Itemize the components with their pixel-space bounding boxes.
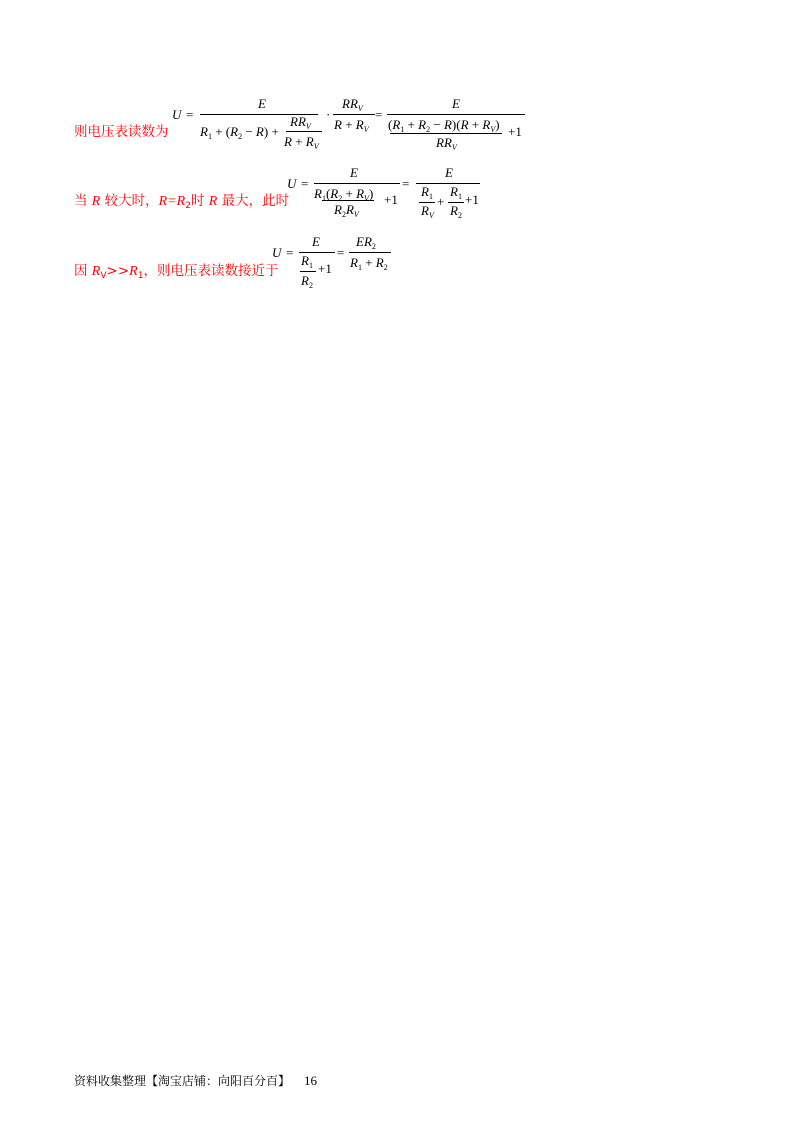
line1-text: 则电压表读数为 [74, 124, 169, 140]
line2-r: R [91, 194, 101, 209]
line3-gt: >> [106, 263, 130, 279]
line2-eq: = [167, 194, 177, 209]
line2-r3: R [176, 194, 186, 209]
line2-pre: 当 [74, 193, 92, 209]
line3-r2: R [129, 264, 138, 279]
line3-sub2: 1 [137, 271, 144, 281]
line3-tail: ，则电压表读数接近于 [143, 263, 279, 279]
page-footer [74, 1072, 317, 1089]
line2-r2: R [158, 194, 168, 209]
line2-tail: 最大，此时 [217, 193, 290, 209]
line3-pre: 因 [74, 263, 92, 279]
footer-text: 资料收集整理【淘宝店铺：向阳百分百】 [74, 1074, 291, 1088]
line2-r4: R [208, 194, 218, 209]
line2-post: 时 [190, 193, 209, 209]
line3-r: R [91, 264, 101, 279]
line2-mid: 较大时， [100, 193, 159, 209]
text-line-2 [74, 189, 289, 211]
text-line-3 [74, 259, 278, 281]
line2-sub3: 2 [185, 201, 191, 211]
page-number: 16 [304, 1073, 318, 1088]
line3-sub: V [100, 271, 107, 281]
text-line-1 [74, 120, 169, 140]
